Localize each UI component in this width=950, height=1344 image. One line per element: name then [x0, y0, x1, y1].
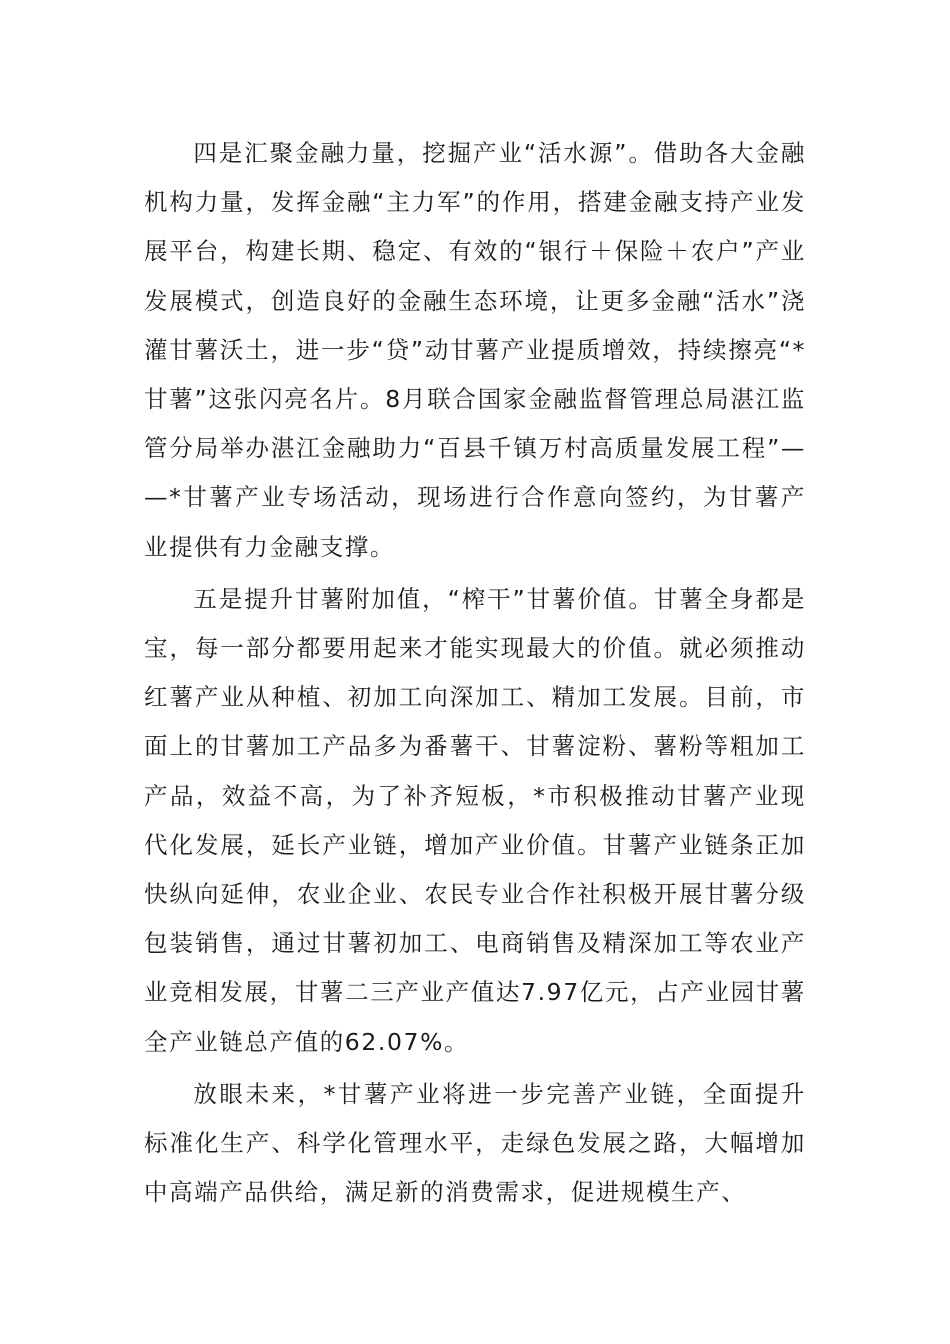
paragraph-future: 放眼未来，*甘薯产业将进一步完善产业链，全面提升标准化生产、科学化管理水平，走绿色发展之路，大幅增加中高端产品供给，满足新的消费需求，促进规模生产、: [144, 1079, 806, 1207]
paragraph-added-value: 五是提升甘薯附加值，“榨干”甘薯价值。甘薯全身都是宝，每一部分都要用起来才能实现最大的价值。就必须推动红薯产业从种植、初加工向深加工、精加工发展。目前，市面上的甘薯加工产品多为番薯干、甘薯淀粉、薯粉等粗加工产品，效益不高，为了补齐短板，*市积极推动甘薯产业现代化发展，延长产业链，增加产业价值。甘薯产业链条正加快纵向延伸，农业企业、农民专业合作社积极开展甘薯分级包装销售，通过甘薯初加工、电商销售及精深加工等农业产业竞相发展，甘薯二三产业产值达7.97亿元，占产业园甘薯全产业链总产值的62.07%。: [144, 584, 806, 1056]
paragraph-finance: 四是汇聚金融力量，挖掘产业“活水源”。借助各大金融机构力量，发挥金融“主力军”的作用，搭建金融支持产业发展平台，构建长期、稳定、有效的“银行＋保险＋农户”产业发展模式，创造良好的金融生态环境，让更多金融“活水”浇灌甘薯沃土，进一步“贷”动甘薯产业提质增效，持续擦亮“*甘薯”这张闪亮名片。8月联合国家金融监督管理总局湛江监管分局举办湛江金融助力“百县千镇万村高质量发展工程”——*甘薯产业专场活动，现场进行合作意向签约，为甘薯产业提供有力金融支撑。: [144, 139, 806, 561]
document-page: [144, 129, 806, 1220]
